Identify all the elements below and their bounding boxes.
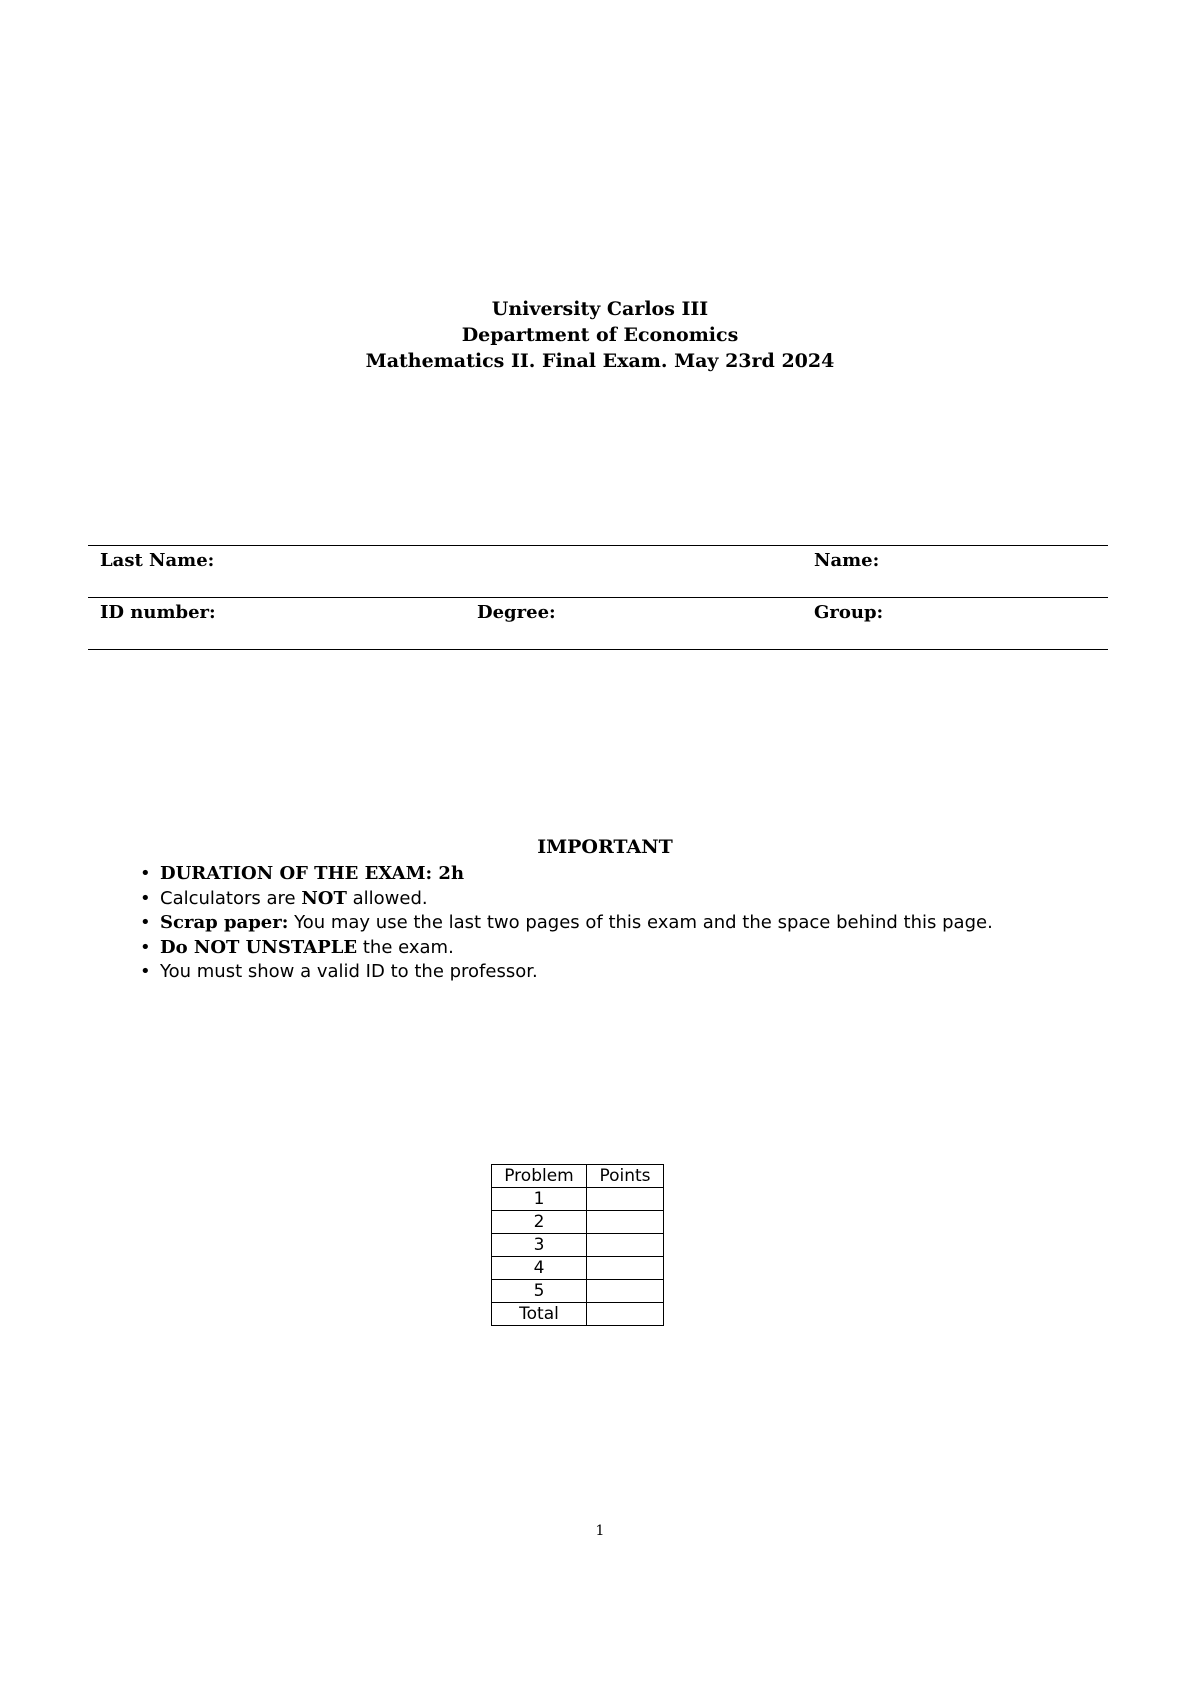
problem-cell: 2 — [492, 1211, 587, 1234]
table-row — [492, 1257, 664, 1280]
points-cell[interactable] — [587, 1234, 664, 1257]
rule-item-duration — [140, 862, 1200, 887]
total-points-cell[interactable] — [587, 1303, 664, 1326]
points-cell[interactable] — [587, 1188, 664, 1211]
last-name-label: Last Name: — [100, 550, 215, 571]
degree-field[interactable] — [465, 598, 802, 650]
table-row — [492, 1280, 664, 1303]
rule-bold-text: DURATION OF THE EXAM: 2h — [160, 863, 465, 884]
degree-label: Degree: — [477, 602, 556, 623]
table-row — [492, 1188, 664, 1211]
student-info-table — [88, 545, 1108, 650]
problem-column-header: Problem — [492, 1165, 587, 1188]
name-label: Name: — [814, 550, 880, 571]
group-label: Group: — [814, 602, 884, 623]
rule-bold-text: NOT — [301, 887, 347, 909]
rule-item-unstaple — [140, 936, 1200, 961]
name-field[interactable] — [802, 546, 1108, 598]
rule-bold-text: Scrap paper: — [160, 912, 289, 933]
rule-text: the exam. — [357, 936, 454, 958]
department-name: Department of Economics — [461, 324, 739, 346]
rule-text: You must show a valid ID to the professor. — [160, 961, 538, 982]
student-info-row-2 — [88, 598, 1108, 650]
rule-item-valid-id — [140, 960, 1200, 985]
page-number: 1 — [595, 1523, 605, 1539]
student-info-row-1 — [88, 546, 1108, 598]
university-name: University Carlos III — [491, 298, 709, 320]
exam-header — [0, 296, 1200, 374]
problem-cell: 3 — [492, 1234, 587, 1257]
points-cell[interactable] — [587, 1280, 664, 1303]
rule-item-scrap-paper — [140, 911, 1200, 936]
problem-cell: 1 — [492, 1188, 587, 1211]
id-number-field[interactable] — [88, 598, 465, 650]
points-cell[interactable] — [587, 1211, 664, 1234]
exam-title: Mathematics II. Final Exam. May 23rd 2024 — [365, 350, 835, 372]
rule-text: Calculators are — [160, 887, 302, 909]
points-cell[interactable] — [587, 1257, 664, 1280]
rule-text: allowed. — [346, 887, 428, 909]
rule-text: You may use the last two pages of this exam and the space behind this page. — [288, 912, 993, 933]
rule-bold-text: Do NOT UNSTAPLE — [160, 936, 358, 958]
points-table — [491, 1164, 664, 1326]
problem-cell: 4 — [492, 1257, 587, 1280]
group-field[interactable] — [802, 598, 1108, 650]
rule-item-calculators — [140, 887, 1200, 912]
rules-list — [0, 862, 1200, 985]
table-row — [492, 1234, 664, 1257]
points-table-header-row — [492, 1165, 664, 1188]
table-row — [492, 1211, 664, 1234]
important-section — [0, 834, 1200, 985]
points-column-header: Points — [587, 1165, 664, 1188]
id-number-label: ID number: — [100, 602, 216, 623]
problem-cell: 5 — [492, 1280, 587, 1303]
total-label-cell: Total — [492, 1303, 587, 1326]
important-title: IMPORTANT — [537, 836, 673, 858]
last-name-field[interactable] — [88, 546, 802, 598]
table-row-total — [492, 1303, 664, 1326]
